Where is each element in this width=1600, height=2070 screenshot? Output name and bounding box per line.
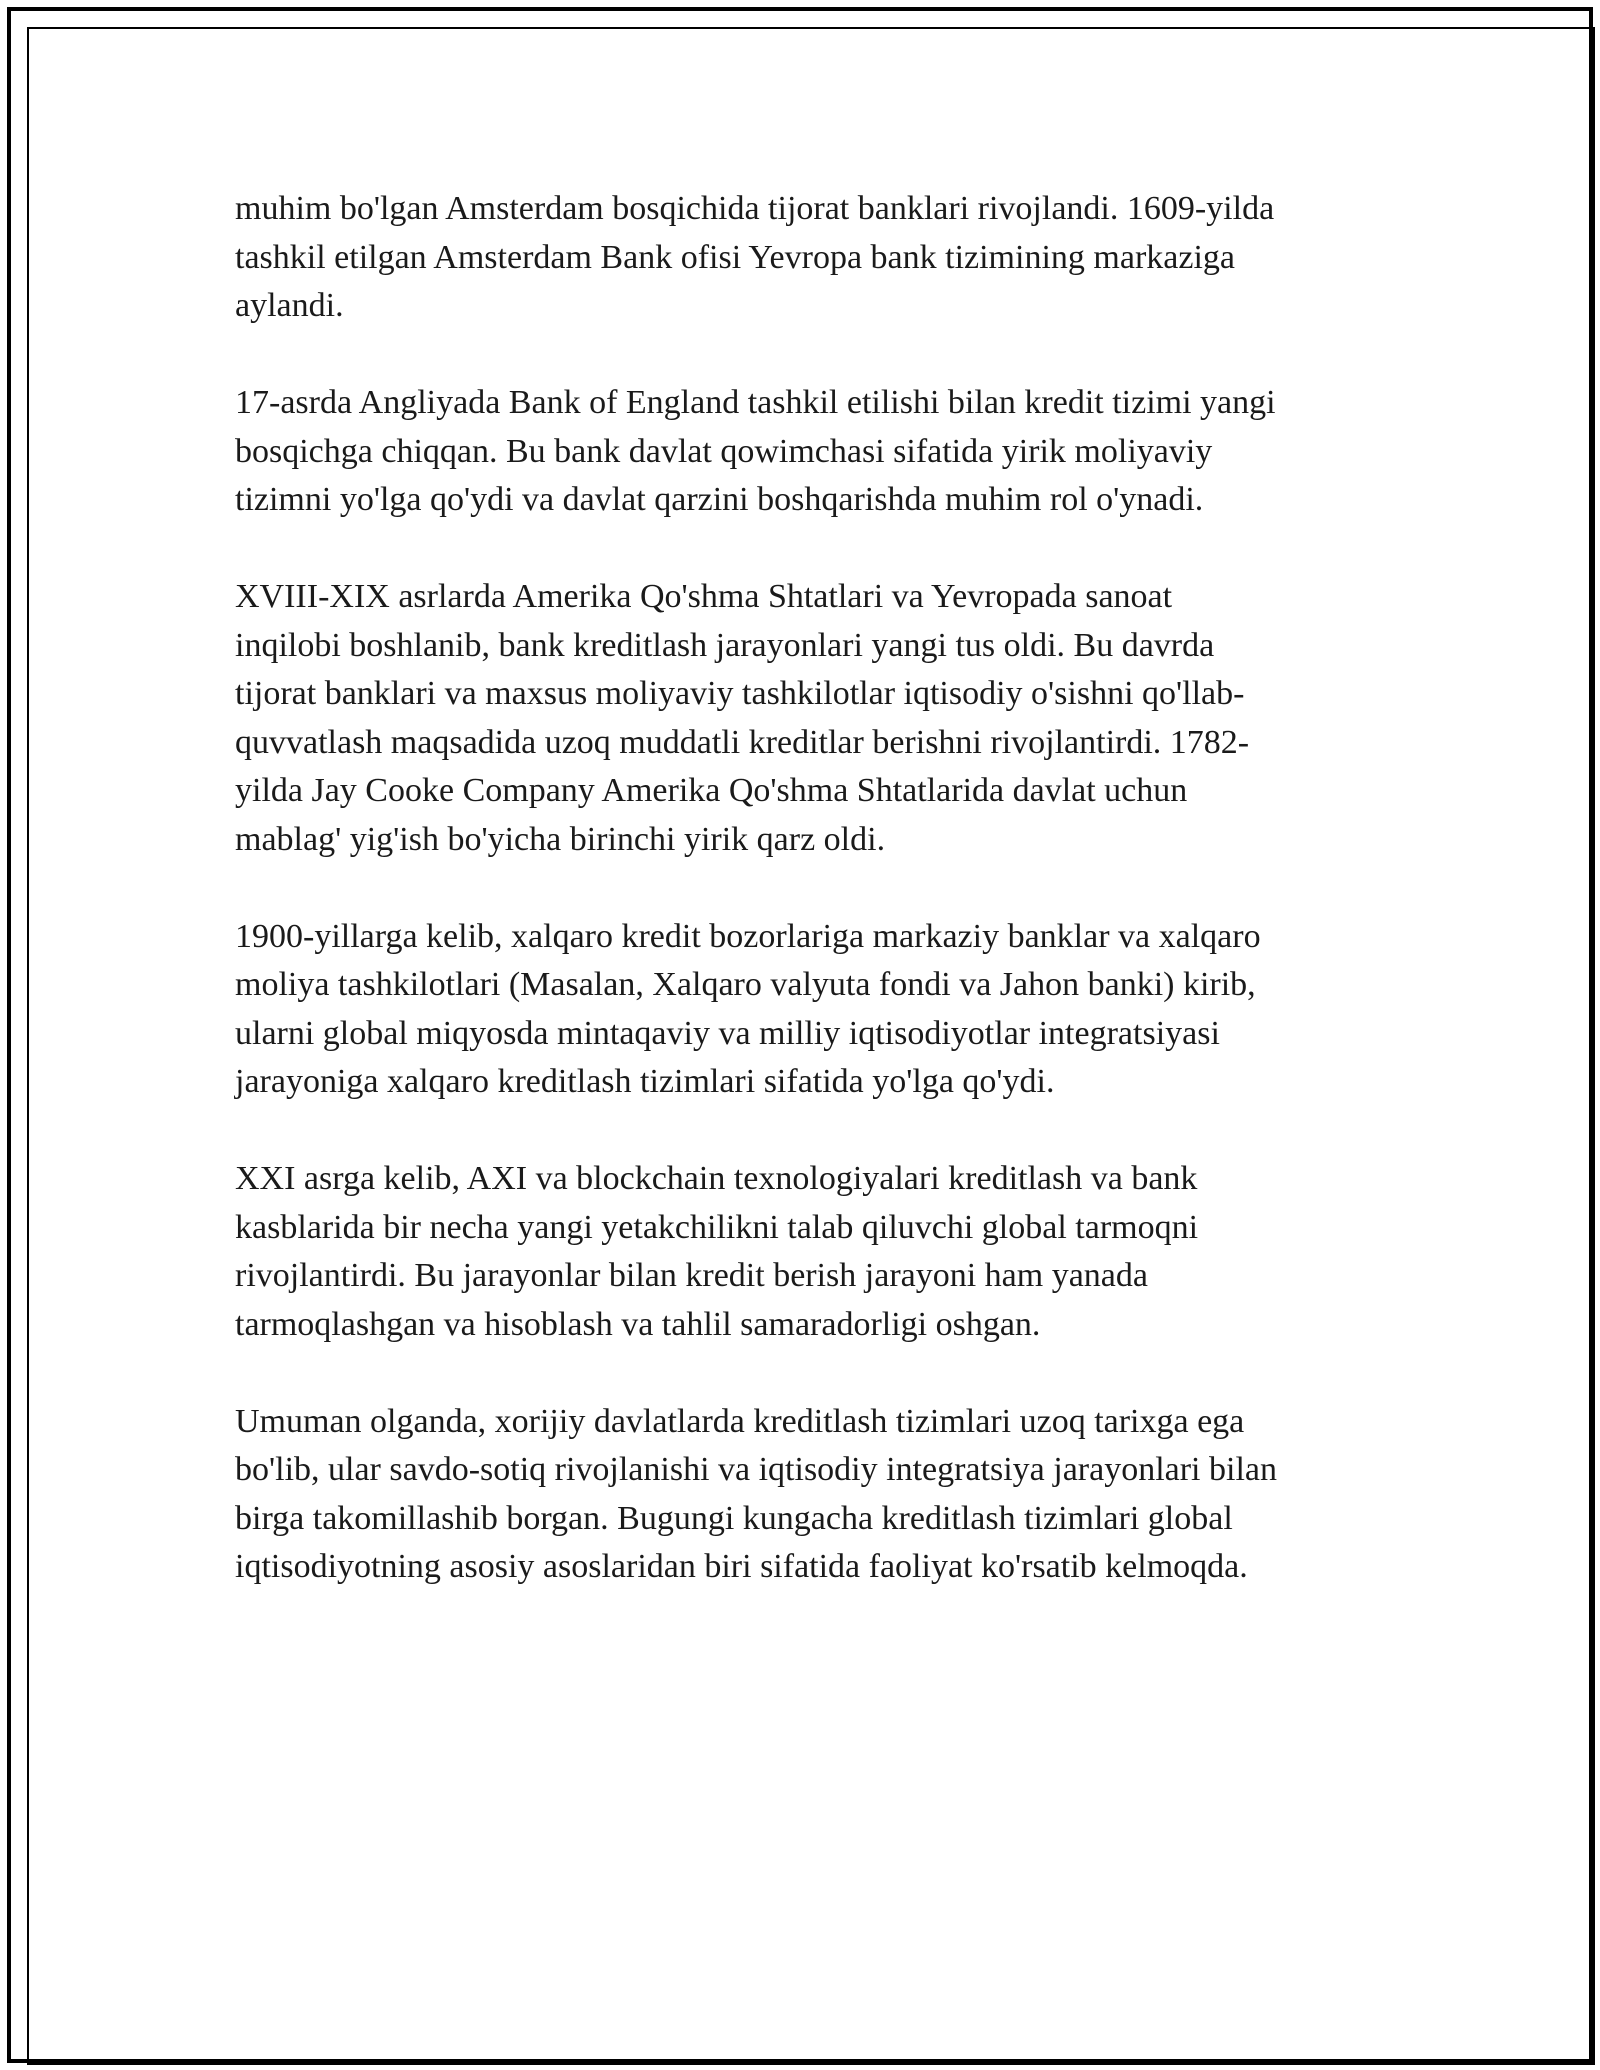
text-line: tashkil etilgan Amsterdam Bank ofisi Yevropa bank tizimining markaziga	[235, 238, 1235, 276]
text-line: bo'lib, ular savdo-sotiq rivojlanishi va iqtisodiy integratsiya jarayonlari bilan	[235, 1451, 1277, 1488]
text-line: moliya tashkilotlari (Masalan, Xalqaro valyuta fondi va Jahon banki) kirib,	[235, 966, 1256, 1003]
paragraph-bank-of-england	[235, 379, 1370, 525]
text-line: inqilobi boshlanib, bank kreditlash jarayonlari yangi tus oldi. Bu davrda	[235, 626, 1215, 664]
text-line: muhim bo'lgan Amsterdam bosqichida tijorat banklari rivojlandi. 1609-yilda	[235, 190, 1275, 227]
text-line: iqtisodiyotning asosiy asoslaridan biri sifatida faoliyat ko'rsatib kelmoqda.	[235, 1548, 1248, 1585]
text-line: rivojlantirdi. Bu jarayonlar bilan kredit berish jarayoni ham yanada	[235, 1257, 1148, 1294]
text-line: aylandi.	[235, 287, 344, 324]
text-line: yilda Jay Cooke Company Amerika Qo'shma Shtatlarida davlat uchun	[235, 772, 1188, 809]
text-line: 1900-yillarga kelib, xalqaro kredit bozorlariga markaziy banklar va xalqaro	[235, 917, 1261, 955]
text-line: kasblarida bir necha yangi yetakchilikni talab qiluvchi global tarmoqni	[235, 1208, 1199, 1246]
text-line: tijorat banklari va maxsus moliyaviy tashkilotlar iqtisodiy o'sishni qo'llab-	[235, 675, 1245, 712]
paragraph-21st-century	[235, 1155, 1370, 1349]
paragraph-industrial-revolution	[235, 573, 1370, 864]
text-line: ularni global miqyosda mintaqaviy va milliy iqtisodiyotlar integratsiyasi	[235, 1014, 1220, 1052]
document-body	[235, 185, 1370, 1640]
text-line: tizimni yo'lga qo'ydi va davlat qarzini boshqarishda muhim rol o'ynadi.	[235, 481, 1204, 518]
text-line: 17-asrda Angliyada Bank of England tashkil etilishi bilan kredit tizimi yangi	[235, 384, 1276, 421]
paragraph-1900s	[235, 913, 1370, 1107]
text-line: Umuman olganda, xorijiy davlatlarda kreditlash tizimlari uzoq tarixga ega	[235, 1402, 1245, 1440]
text-line: mablag' yig'ish bo'yicha birinchi yirik qarz oldi.	[235, 820, 886, 858]
paragraph-conclusion	[235, 1398, 1370, 1592]
text-line: XVIII-XIX asrlarda Amerika Qo'shma Shtatlari va Yevropada sanoat	[235, 578, 1173, 615]
text-line: jarayoniga xalqaro kreditlash tizimlari sifatida yo'lga qo'ydi.	[235, 1063, 1055, 1100]
text-line: birga takomillashib borgan. Bugungi kungacha kreditlash tizimlari global	[235, 1499, 1233, 1537]
text-line: quvvatlash maqsadida uzoq muddatli kreditlar berishni rivojlantirdi. 1782-	[235, 723, 1250, 761]
paragraph-amsterdam	[235, 185, 1370, 331]
text-line: bosqichga chiqqan. Bu bank davlat qowimchasi sifatida yirik moliyaviy	[235, 432, 1213, 470]
text-line: XXI asrga kelib, AXI va blockchain texnologiyalari kreditlash va bank	[235, 1160, 1198, 1197]
text-line: tarmoqlashgan va hisoblash va tahlil samaradorligi oshgan.	[235, 1305, 1041, 1343]
